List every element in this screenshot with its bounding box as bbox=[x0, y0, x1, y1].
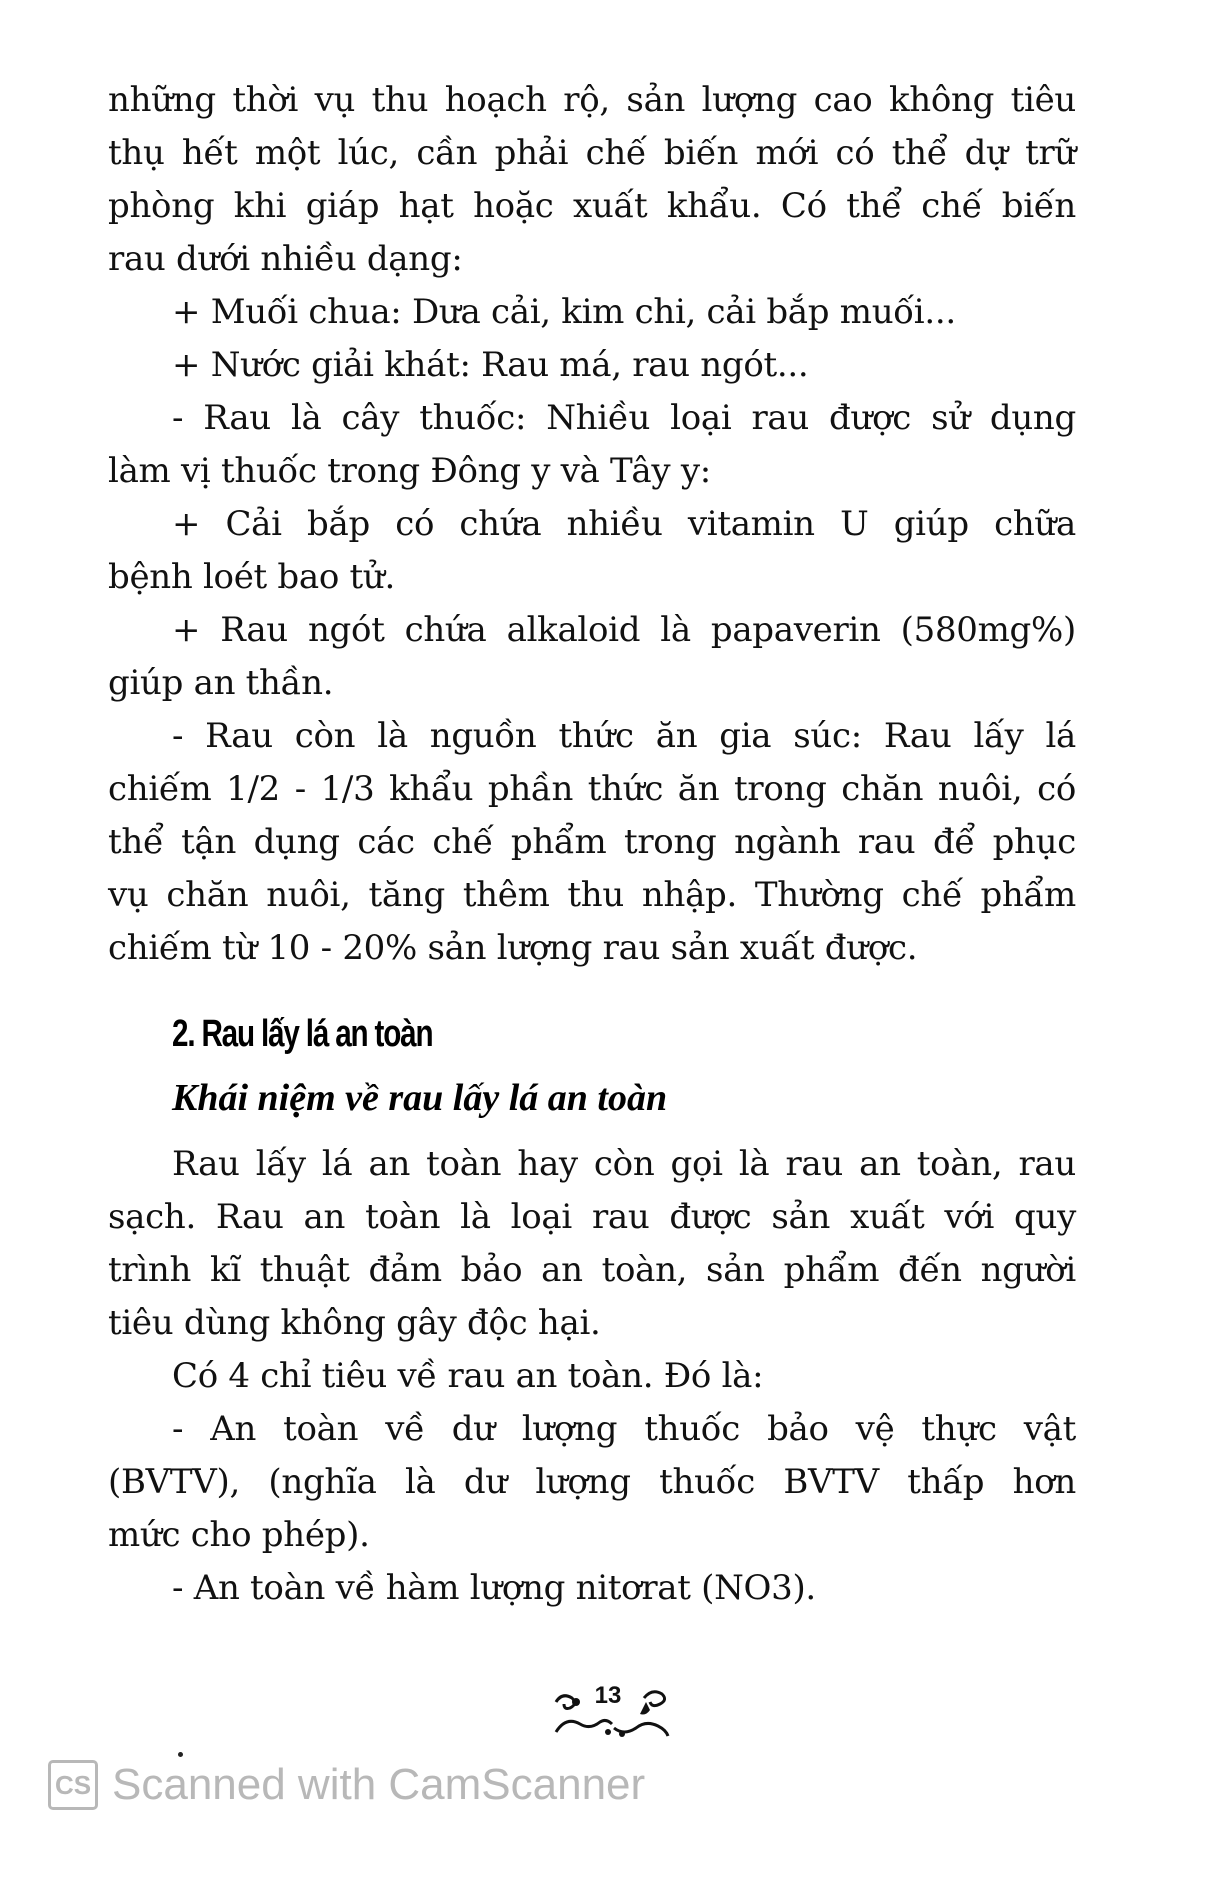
text-line: - An toàn về hàm lượng nitơrat (NO3). bbox=[172, 1568, 816, 1608]
text-line: thể tận dụng các chế phẩm trong ngành rau để phục bbox=[108, 822, 1076, 862]
section-subheading: Khái niệm về rau lấy lá an toàn bbox=[172, 1077, 668, 1119]
camscanner-watermark bbox=[48, 1760, 645, 1810]
text-line: chiếm 1/2 - 1/3 khẩu phần thức ăn trong chăn nuôi, có bbox=[108, 769, 1076, 809]
text-line: sạch. Rau an toàn là loại rau được sản xuất với quy bbox=[108, 1197, 1076, 1237]
text-line: chiếm từ 10 - 20% sản lượng rau sản xuất được. bbox=[108, 928, 918, 968]
text-line: phòng khi giáp hạt hoặc xuất khẩu. Có thể chế biến bbox=[108, 186, 1076, 226]
text-line: bệnh loét bao tử. bbox=[108, 557, 396, 597]
text-line: - An toàn về dư lượng thuốc bảo vệ thực vật bbox=[172, 1409, 1076, 1449]
text-line: + Cải bắp có chứa nhiều vitamin U giúp chữa bbox=[172, 504, 1076, 544]
page-number: 13 bbox=[594, 1682, 622, 1709]
text-line: + Muối chua: Dưa cải, kim chi, cải bắp muối... bbox=[172, 292, 956, 332]
text-line: thụ hết một lúc, cần phải chế biến mới có thể dự trữ bbox=[108, 133, 1076, 173]
text-line: + Nước giải khát: Rau má, rau ngót... bbox=[172, 345, 809, 385]
text-line: Có 4 chỉ tiêu về rau an toàn. Đó là: bbox=[172, 1356, 764, 1396]
text-line: trình kĩ thuật đảm bảo an toàn, sản phẩm đến người bbox=[108, 1250, 1076, 1290]
text-line: tiêu dùng không gây độc hại. bbox=[108, 1303, 601, 1343]
text-line: vụ chăn nuôi, tăng thêm thu nhập. Thường chế phẩm bbox=[108, 875, 1076, 915]
text-line: Rau lấy lá an toàn hay còn gọi là rau an toàn, rau bbox=[172, 1144, 1076, 1184]
scan-speck bbox=[178, 1752, 183, 1757]
text-line: - Rau còn là nguồn thức ăn gia súc: Rau lấy lá bbox=[172, 716, 1076, 756]
text-line: giúp an thần. bbox=[108, 663, 334, 703]
text-line: rau dưới nhiều dạng: bbox=[108, 239, 463, 279]
text-line: mức cho phép). bbox=[108, 1515, 370, 1555]
text-line: + Rau ngót chứa alkaloid là papaverin (580mg%) bbox=[172, 610, 1076, 650]
text-line: làm vị thuốc trong Đông y và Tây y: bbox=[108, 451, 711, 491]
text-line: (BVTV), (nghĩa là dư lượng thuốc BVTV thấp hơn bbox=[108, 1462, 1076, 1502]
watermark-text: Scanned with CamScanner bbox=[112, 1760, 646, 1809]
text-line: - Rau là cây thuốc: Nhiều loại rau được sử dụng bbox=[172, 398, 1076, 438]
camscanner-logo-icon: CS bbox=[48, 1760, 98, 1810]
section-heading: 2. Rau lấy lá an toàn bbox=[172, 1013, 433, 1055]
text-line: những thời vụ thu hoạch rộ, sản lượng cao không tiêu bbox=[108, 80, 1076, 120]
